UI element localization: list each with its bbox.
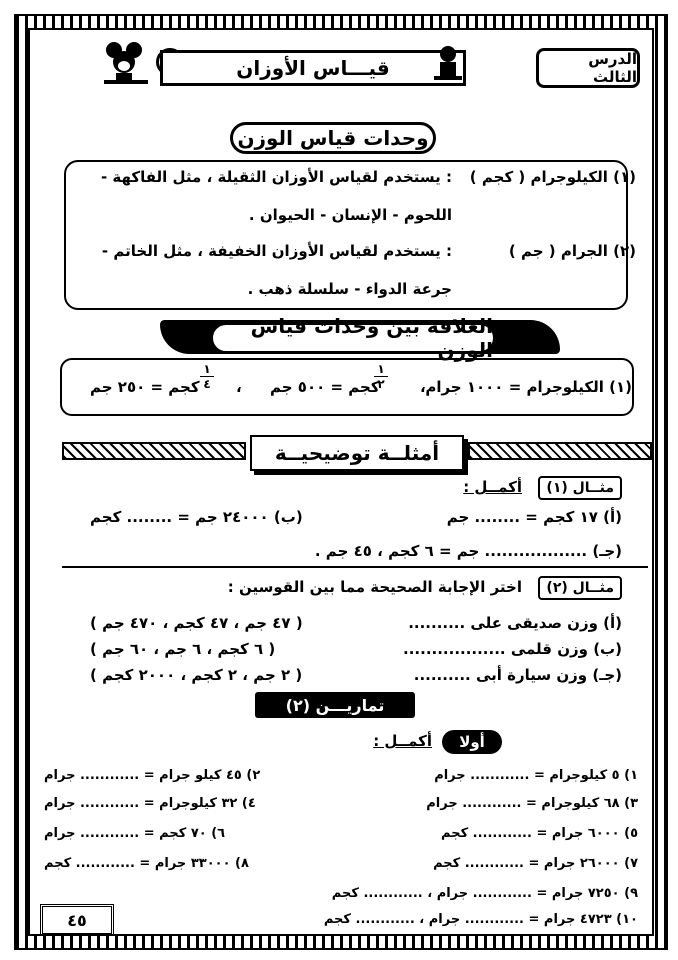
exercise-4: ٤) ٣٢ كيلوجرام = ............ جرام	[44, 796, 256, 811]
units-banner: وحدات قياس الوزن	[230, 122, 436, 154]
gram-term: (٢) الجرام ( جم )	[508, 242, 636, 260]
exercise-8: ٨) ٣٣٠٠٠ جرام = ............ كجم	[44, 856, 249, 871]
example-1-b: (ب) ٢٤٠٠٠ جم = ........ كجم	[90, 508, 303, 526]
lesson-label: الدرس الثالث	[536, 48, 640, 88]
quarter-numerator: ١	[203, 362, 211, 376]
page-number: ٤٥	[40, 904, 114, 936]
exercise-1: ١) ٥ كيلوجرام = ............ جرام	[434, 768, 638, 783]
first-tag: أولا	[442, 730, 502, 754]
example-2-tag: مثــال (٢)	[538, 576, 622, 600]
relation-part-3: كجم = ٢٥٠ جم	[90, 378, 200, 396]
character-icon	[430, 42, 466, 86]
relation-banner: العلاقة بين وحدات قياس الوزن	[210, 322, 496, 354]
kilogram-term: (١) الكيلوجرام ( كجم )	[469, 168, 636, 186]
relation-part-1: (١) الكيلوجرام = ١٠٠٠ جرام	[425, 378, 632, 396]
example-2-row-3-options: ( ٢ جم ، ٢ كجم ، ٢٠٠٠ كجم )	[90, 666, 303, 684]
relation-separator-2: ،	[236, 378, 242, 396]
exercises-banner: تماريـــن (٢)	[255, 692, 415, 718]
examples-banner: أمثلــة توضيحيــة	[250, 435, 464, 471]
gram-desc: : يستخدم لقياس الأوزان الخفيفة ، مثل الخاتم -	[101, 242, 452, 260]
relation-part-2: كجم = ٥٠٠ جم	[270, 378, 380, 396]
exercise-6: ٦) ٧٠ كجم = ............ جرام	[44, 826, 226, 841]
hatch-left	[62, 442, 246, 460]
example-1-tag: مثــال (١)	[538, 476, 622, 500]
example-1-c: (جـ) .................. جم = ٦ كجم ، ٤٥ جم .	[314, 542, 622, 560]
first-instruction: أكمــل :	[373, 732, 432, 750]
page-content	[28, 28, 654, 936]
example-1-a: (أ) ١٧ كجم = ........ جم	[446, 508, 622, 526]
kilogram-desc: : يستخدم لقياس الأوزان الثقيلة ، مثل الفاكهة -	[100, 168, 452, 186]
exercise-2: ٢) ٤٥ كيلو جرام = ............ جرام	[44, 768, 261, 783]
exercise-9: ٩) ٧٢٥٠ جرام = ............ جرام ، ............ كجم	[331, 886, 638, 901]
gram-desc-2: جرعة الدواء - سلسلة ذهب .	[247, 280, 452, 298]
example-2-row-1-question: (أ) وزن صديقى على ..........	[408, 614, 622, 632]
example-2-instruction: اختر الإجابة الصحيحة مما بين القوسين :	[227, 578, 522, 596]
half-numerator: ١	[377, 362, 385, 376]
exercise-7: ٧) ٢٦٠٠٠ جرام = ............ كجم	[433, 856, 638, 871]
quarter-denominator: ٤	[200, 376, 214, 391]
hatch-right	[468, 442, 652, 460]
half-denominator: ٢	[374, 376, 388, 391]
example-2-row-1-options: ( ٤٧ جم ، ٤٧ كجم ، ٤٧٠ جم )	[90, 614, 303, 632]
page-title: قيـــاس الأوزان	[160, 50, 466, 86]
example-1-instruction: أكمــل :	[463, 478, 522, 496]
kilogram-desc-2: اللحوم - الإنسان - الحيوان .	[248, 206, 452, 224]
exercise-10: ١٠) ٤٧٢٣ جرام = ............ جرام ، ............ كجم	[323, 912, 638, 927]
quarter-fraction	[200, 362, 214, 391]
exercise-3: ٣) ٦٨ كيلوجرام = ............ جرام	[426, 796, 638, 811]
mickey-icon	[100, 40, 160, 90]
example-2-row-2-question: (ب) وزن قلمى ..................	[403, 640, 622, 658]
example-2-row-3-question: (جـ) وزن سيارة أبى ..........	[413, 666, 622, 684]
page-border	[14, 14, 668, 950]
relation-separator-1: ،	[420, 378, 426, 396]
example-2-row-2-options: ( ٦ كجم ، ٦ جم ، ٦٠ جم )	[90, 640, 276, 658]
divider	[62, 566, 648, 568]
exercise-5: ٥) ٦٠٠٠ جرام = ............ كجم	[441, 826, 638, 841]
